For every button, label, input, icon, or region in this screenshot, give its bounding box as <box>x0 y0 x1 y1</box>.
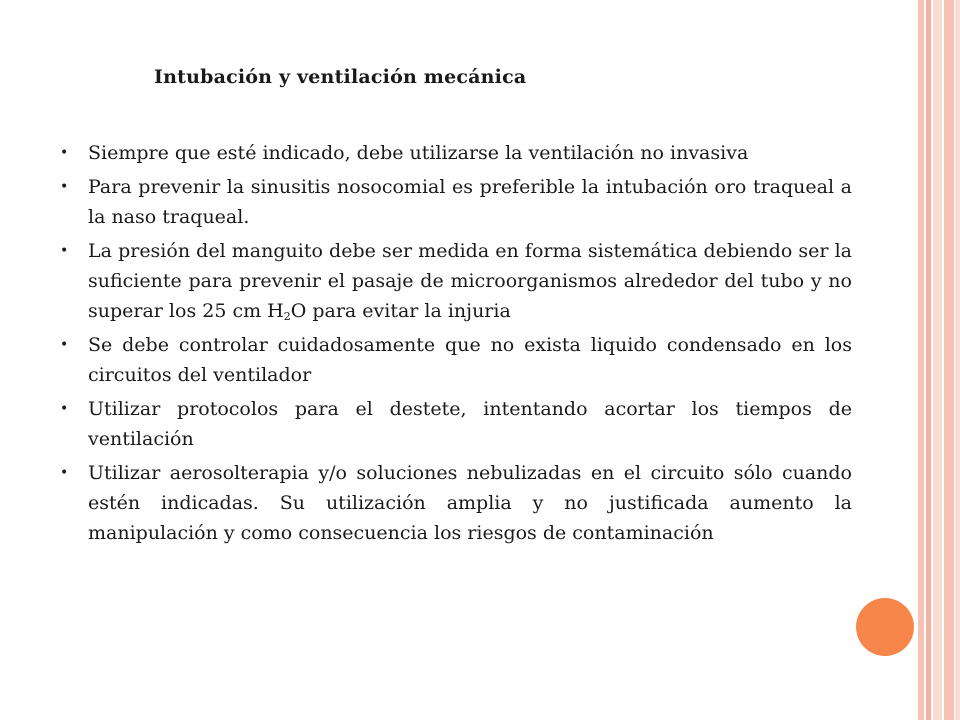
border-stripe <box>944 0 954 720</box>
border-stripe <box>955 0 960 720</box>
bullet-item <box>60 138 852 168</box>
bullet-text: Siempre que esté indicado, debe utilizarse la ventilación no invasiva <box>88 142 749 164</box>
slide-title: Intubación y ventilación mecánica <box>154 66 527 88</box>
bullet-list <box>60 138 852 552</box>
bullet-text: Utilizar protocolos para el destete, intentando acortar los tiempos de ventilación <box>88 398 852 450</box>
bullet-icon: • <box>60 145 69 161</box>
decorative-circle <box>856 598 914 656</box>
bullet-text-part: O para evitar la injuria <box>290 300 511 322</box>
bullet-text <box>88 236 852 326</box>
bullet-text: Se debe controlar cuidadosamente que no exista liquido condensado en los circuitos del ventilador <box>88 334 852 386</box>
subscript: 2 <box>283 310 291 323</box>
bullet-icon: • <box>60 401 69 417</box>
bullet-item <box>60 330 852 390</box>
bullet-text-part: La presión del manguito debe ser medida en forma sistemática debiendo ser la suficiente para prevenir el pasaje de microorganismos alrededor del tubo y no superar los 25 cm H <box>88 240 852 322</box>
bullet-icon: • <box>60 179 69 195</box>
bullet-item <box>60 172 852 232</box>
bullet-item <box>60 458 852 548</box>
bullet-item <box>60 394 852 454</box>
border-stripe <box>933 0 942 720</box>
bullet-icon: • <box>60 465 69 481</box>
bullet-icon: • <box>60 337 69 353</box>
bullet-text: Utilizar aerosolterapia y/o soluciones nebulizadas en el circuito sólo cuando estén indicadas. Su utilización amplia y no justificada aumento la manipulación y como consecuencia los riesgos de contaminación <box>88 462 852 544</box>
bullet-icon: • <box>60 243 69 259</box>
bullet-item <box>60 236 852 326</box>
bullet-text: Para prevenir la sinusitis nosocomial es preferible la intubación oro traqueal a la naso traqueal. <box>88 176 852 228</box>
border-stripe <box>926 0 931 720</box>
border-stripe <box>918 0 924 720</box>
